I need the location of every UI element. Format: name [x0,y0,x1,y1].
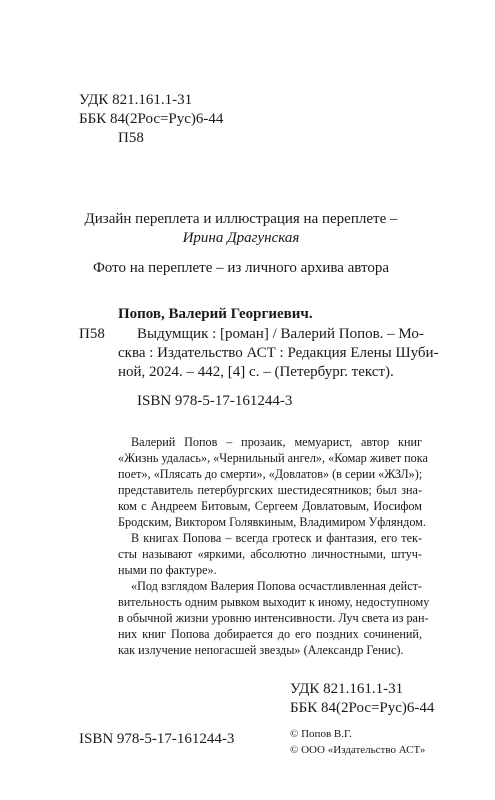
annotation-p3-line-3: в обычной жизни уровню интенсивности. Луч света из ран- [118,611,429,625]
designer-name: Ирина Драгунская [182,230,300,246]
annotation-p3-line-2: вительность одним рывком выходит к иному, недоступному [118,595,430,609]
photo-credit: Фото на переплете – из личного архива автора [92,260,390,276]
udk-bottom: УДК 821.161.1-31 [290,681,404,697]
annotation-p2-line-3: ными по фактуре». [118,563,217,577]
bbk-bottom: ББК 84(2Рос=Рус)6-44 [290,700,435,716]
annotation-p1-line-6: Бродским, Виктором Голявкиным, Владимиром Уфляндом. [118,515,426,529]
annotation-p1-line-5: ком с Андреем Битовым, Сергеем Довлатовым, Иосифом [118,499,422,513]
catalog-line-1: Выдумщик : [роман] / Валерий Попов. – Мо- [137,326,424,342]
catalog-line-3: ной, 2024. – 442, [4] с. – (Петербург. текст). [118,364,394,380]
catalog-mark: П58 [79,326,105,342]
copyright-publisher: © ООО «Издательство АСТ» [290,744,426,756]
catalog-isbn: ISBN 978-5-17-161244-3 [137,393,293,409]
annotation-p1-line-3: поет», «Плясать до смерти», «Довлатов» (в серии «ЖЗЛ»); [118,467,423,481]
annotation-p1-line-1: Валерий Попов – прозаик, мемуарист, автор книг [131,435,422,449]
annotation-p1-line-2: «Жизнь удалась», «Чернильный ангел», «Комар живет пока [118,451,428,465]
annotation-p2-line-2: сты называют «яркими, абсолютно личностными, штуч- [118,547,422,561]
catalog-heading: Попов, Валерий Георгиевич. [118,306,313,322]
author-mark-top: П58 [118,130,144,146]
annotation-p3-line-5: как излучение непогасшей звезды» (Александр Генис). [118,643,404,657]
udk-top: УДК 821.161.1-31 [79,92,193,108]
annotation-p3-line-1: «Под взглядом Валерия Попова осчастливленная дейст- [131,579,422,593]
annotation-p2-line-1: В книгах Попова – всегда гротеск и фантазия, его тек- [131,531,422,545]
copyright-author: © Попов В.Г. [290,728,352,740]
annotation-p3-line-4: них книг Попова добирается до его поздних сочинений, [118,627,422,641]
footer-isbn: ISBN 978-5-17-161244-3 [79,731,235,747]
annotation-p1-line-4: представитель петербургских шестидесятников; был зна- [118,483,422,497]
bbk-top: ББК 84(2Рос=Рус)6-44 [79,111,224,127]
catalog-line-2: сква : Издательство АСТ : Редакция Елены Шуби- [118,345,439,361]
design-credit: Дизайн переплета и иллюстрация на переплете – [84,211,398,227]
